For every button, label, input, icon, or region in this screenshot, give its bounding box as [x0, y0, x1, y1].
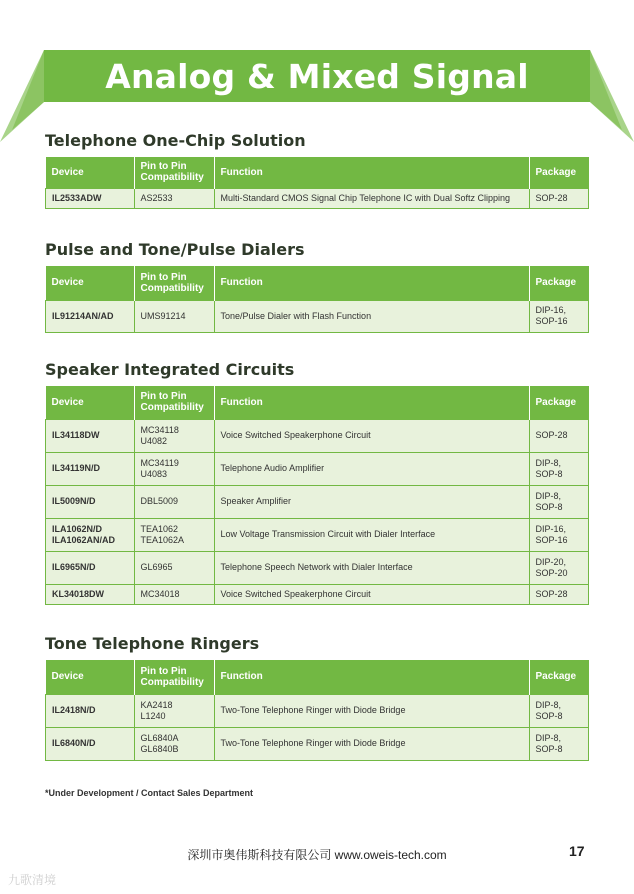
device-cell-line: IL6840N/D [52, 738, 96, 748]
table-row [46, 727, 589, 760]
pin-compat-cell-line: TEA1062A [140, 534, 185, 545]
package-cell-line: DIP-8, [535, 732, 562, 743]
package-cell [529, 584, 589, 604]
col-header-package: Package [529, 660, 589, 694]
pin-compat-cell-line: L1240 [140, 710, 166, 721]
table-row [46, 694, 589, 727]
device-cell [46, 584, 135, 604]
pin-compat-cell [134, 188, 214, 208]
function-cell: Multi-Standard CMOS Signal Chip Telephone IC with Dual Softz Clipping [214, 188, 529, 208]
banner-right-wing-decoration [588, 50, 634, 142]
device-cell-line: KL34018DW [52, 588, 105, 599]
col-header-pin-compat [134, 157, 214, 188]
table-header-row [46, 266, 589, 300]
function-cell: Two-Tone Telephone Ringer with Diode Bridge [214, 694, 529, 727]
pin-compat-cell-line: KA2418 [140, 699, 173, 710]
package-cell [529, 419, 589, 452]
col-header-pin-line: Compatibility [140, 676, 204, 688]
section-telephone-one-chip [45, 131, 589, 209]
pin-compat-cell [134, 727, 214, 760]
pin-compat-cell-line: TEA1062 [140, 523, 179, 534]
col-header-package: Package [529, 386, 589, 419]
package-cell-line: DIP-20, [535, 556, 567, 567]
table-row [46, 452, 589, 485]
package-cell [529, 300, 589, 332]
watermark: 九歌清境 [8, 873, 57, 887]
col-header-pin-compat [134, 266, 214, 300]
device-cell [46, 452, 135, 485]
table-header-row [46, 386, 589, 419]
package-cell [529, 727, 589, 760]
package-cell-line: SOP-28 [535, 192, 568, 203]
col-header-pin-line: Pin to Pin [140, 161, 187, 173]
section-speaker-ics [45, 360, 589, 605]
col-header-function: Function [214, 157, 529, 188]
table-row [46, 300, 589, 332]
section-title: Telephone One-Chip Solution [45, 131, 306, 150]
package-cell-line: SOP-8 [535, 710, 563, 721]
pin-compat-cell-line: GL6965 [140, 562, 173, 572]
function-cell: Low Voltage Transmission Circuit with Dialer Interface [214, 518, 529, 551]
device-cell-line: IL91214AN/AD [52, 310, 114, 321]
title-banner [0, 50, 634, 142]
device-cell-line: ILA1062N/D [52, 523, 103, 534]
pin-compat-cell [134, 584, 214, 604]
package-cell-line: DIP-16, [535, 305, 567, 315]
table-row [46, 584, 589, 604]
device-cell [46, 694, 135, 727]
package-cell [529, 694, 589, 727]
col-header-pin-line: Pin to Pin [140, 665, 187, 677]
col-header-package: Package [529, 266, 589, 300]
device-cell-line: IL2533ADW [52, 192, 102, 203]
package-cell-line: DIP-8, [535, 699, 562, 710]
device-cell [46, 419, 135, 452]
banner-bar [44, 50, 590, 102]
section-title: Pulse and Tone/Pulse Dialers [45, 240, 305, 259]
pin-compat-cell-line: U4083 [140, 468, 168, 479]
table-row [46, 518, 589, 551]
function-cell: Telephone Speech Network with Dialer Interface [214, 551, 529, 584]
col-header-pin-compat [134, 386, 214, 419]
table-row [46, 419, 589, 452]
pin-compat-cell [134, 518, 214, 551]
package-cell-line: DIP-8, [535, 457, 562, 468]
pin-compat-cell-line: MC34018 [140, 588, 180, 599]
device-cell [46, 518, 135, 551]
device-cell [46, 551, 135, 584]
device-cell-line: ILA1062AN/AD [52, 534, 116, 545]
package-cell [529, 518, 589, 551]
banner-left-wing-decoration [0, 50, 46, 142]
col-header-function: Function [214, 266, 529, 300]
pin-compat-cell-line: GL6840B [140, 743, 179, 754]
function-cell: Voice Switched Speakerphone Circuit [214, 419, 529, 452]
page-title: Analog & Mixed Signal [105, 56, 529, 96]
package-cell [529, 188, 589, 208]
pin-compat-cell [134, 694, 214, 727]
pin-compat-cell [134, 452, 214, 485]
package-cell-line: SOP-16 [535, 534, 568, 545]
col-header-device: Device [46, 157, 135, 188]
col-header-pin-line: Compatibility [140, 402, 204, 414]
package-cell [529, 551, 589, 584]
pin-compat-cell-line: AS2533 [140, 192, 173, 203]
package-cell-line: SOP-16 [535, 316, 568, 326]
package-cell-line: SOP-8 [535, 501, 563, 512]
col-header-pin-compat [134, 660, 214, 694]
product-table [45, 386, 589, 605]
package-cell-line: DIP-8, [535, 490, 562, 501]
pin-compat-cell-line: UMS91214 [140, 310, 186, 321]
device-cell-line: IL34118DW [52, 430, 100, 440]
device-cell-line: IL6965N/D [52, 562, 96, 572]
pin-compat-cell [134, 419, 214, 452]
section-pulse-tone-dialers [45, 240, 589, 333]
col-header-function: Function [214, 660, 529, 694]
device-cell [46, 727, 135, 760]
footnote: *Under Development / Contact Sales Department [45, 788, 254, 798]
table-row [46, 551, 589, 584]
table-header-row [46, 660, 589, 694]
package-cell [529, 485, 589, 518]
function-cell: Voice Switched Speakerphone Circuit [214, 584, 529, 604]
package-cell-line: SOP-28 [535, 430, 568, 440]
device-cell-line: IL34119N/D [52, 463, 101, 473]
product-table [45, 157, 589, 209]
function-cell: Two-Tone Telephone Ringer with Diode Bridge [214, 727, 529, 760]
pin-compat-cell-line: DBL5009 [140, 496, 179, 506]
section-title: Tone Telephone Ringers [45, 634, 260, 653]
device-cell-line: IL5009N/D [52, 496, 96, 506]
section-title: Speaker Integrated Circuits [45, 360, 295, 379]
col-header-function: Function [214, 386, 529, 419]
package-cell-line: SOP-28 [535, 588, 568, 599]
function-cell: Telephone Audio Amplifier [214, 452, 529, 485]
product-table [45, 660, 589, 761]
pin-compat-cell-line: MC34118 [140, 424, 179, 435]
col-header-device: Device [46, 266, 135, 300]
pin-compat-cell-line: U4082 [140, 435, 168, 446]
page-number: 17 [569, 843, 585, 859]
package-cell-line: SOP-20 [535, 567, 568, 578]
device-cell [46, 188, 135, 208]
section-tone-ringers [45, 634, 589, 761]
company-footer: 深圳市奥伟斯科技有限公司 www.oweis-tech.com [187, 848, 447, 862]
function-cell: Tone/Pulse Dialer with Flash Function [214, 300, 529, 332]
package-cell [529, 452, 589, 485]
table-row [46, 188, 589, 208]
pin-compat-cell [134, 551, 214, 584]
col-header-package: Package [529, 157, 589, 188]
function-cell: Speaker Amplifier [214, 485, 529, 518]
device-cell-line: IL2418N/D [52, 705, 96, 715]
col-header-pin-line: Compatibility [140, 172, 204, 184]
table-row [46, 485, 589, 518]
col-header-pin-line: Pin to Pin [140, 271, 187, 283]
package-cell-line: SOP-8 [535, 743, 563, 754]
pin-compat-cell [134, 485, 214, 518]
col-header-pin-line: Pin to Pin [140, 391, 187, 403]
device-cell [46, 300, 135, 332]
package-cell-line: DIP-16, [535, 523, 567, 534]
pin-compat-cell-line: MC34119 [140, 457, 179, 468]
col-header-device: Device [46, 660, 135, 694]
col-header-pin-line: Compatibility [140, 282, 204, 294]
product-table [45, 266, 589, 333]
device-cell [46, 485, 135, 518]
package-cell-line: SOP-8 [535, 468, 563, 479]
pin-compat-cell-line: GL6840A [140, 732, 179, 743]
pin-compat-cell [134, 300, 214, 332]
col-header-device: Device [46, 386, 135, 419]
table-header-row [46, 157, 589, 188]
